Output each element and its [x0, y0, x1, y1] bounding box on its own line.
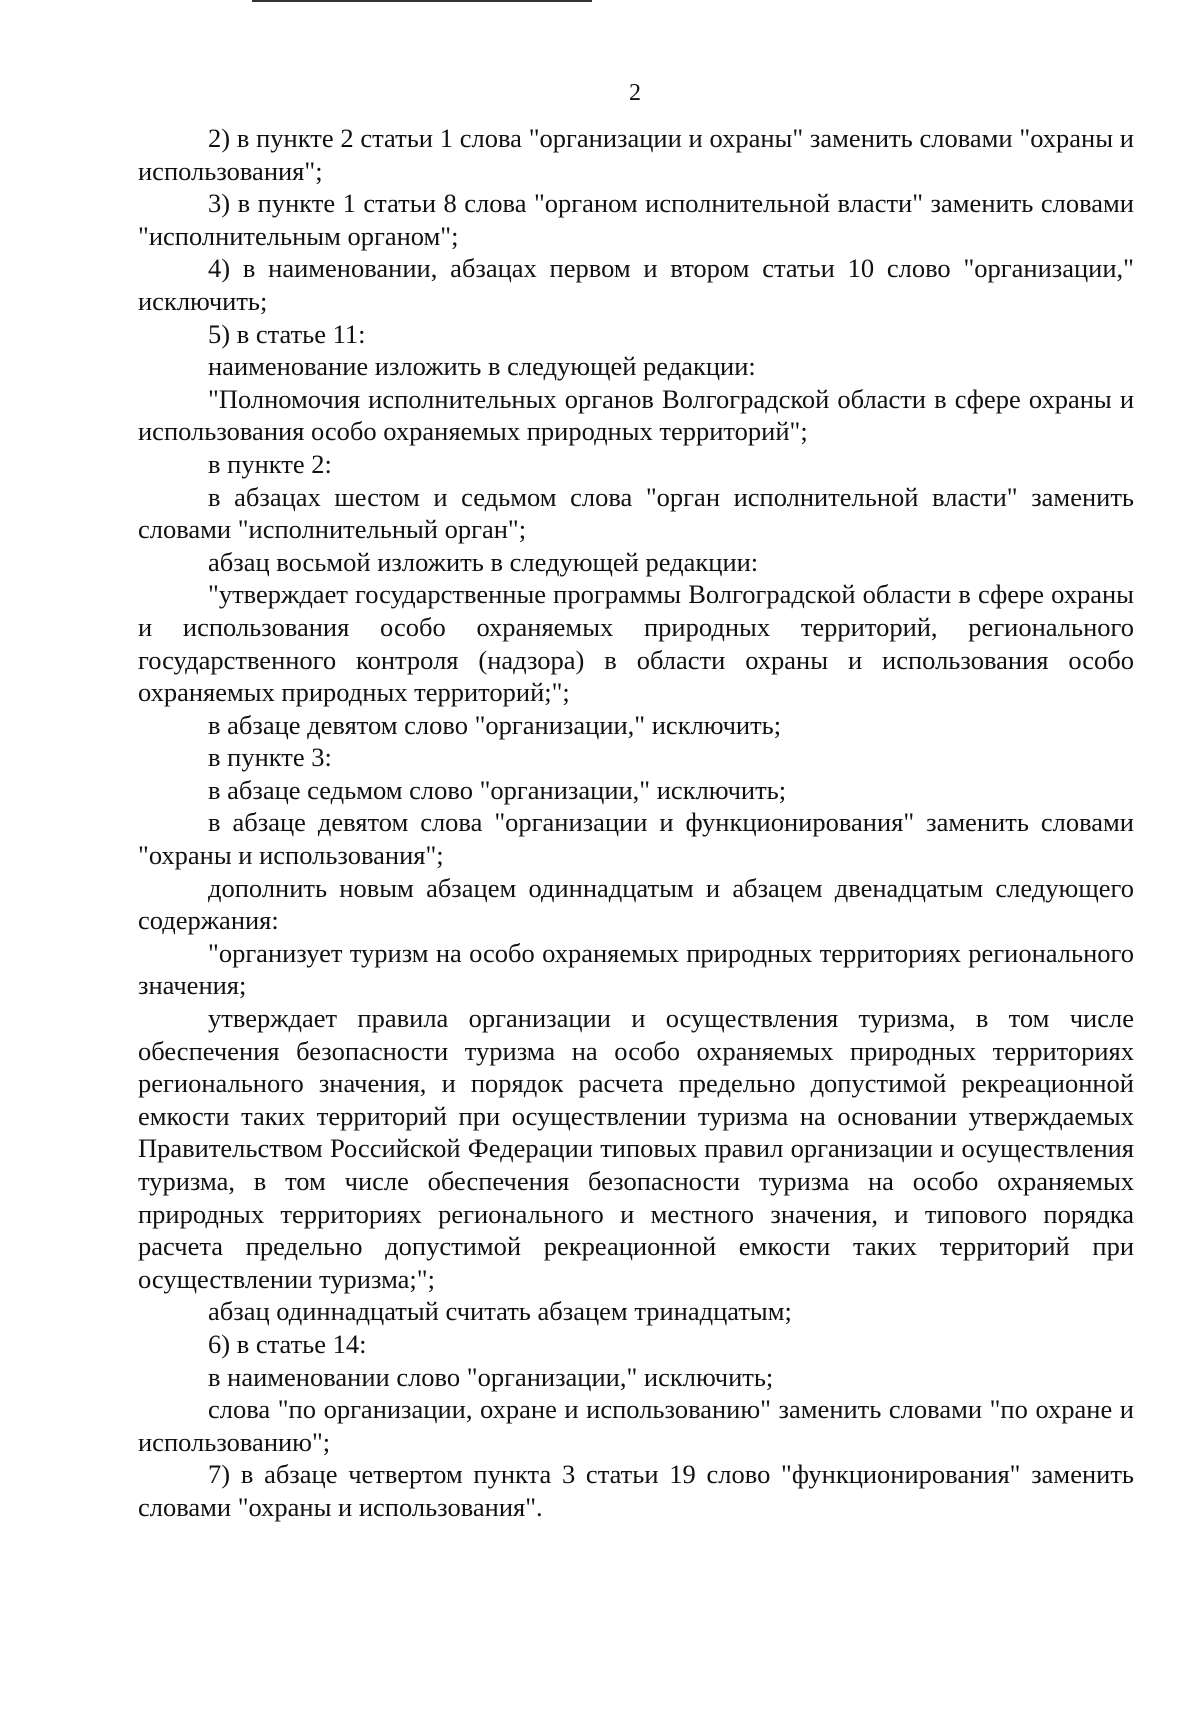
- paragraph-item-7: 7) в абзаце четвертом пункта 3 статьи 19 слово "функционирования" заменить словами "охраны и использования".: [138, 1459, 1134, 1522]
- paragraph-abzac-9: в абзаце девятом слово "организации," исключить;: [208, 709, 782, 740]
- paragraph-item-2: 2) в пункте 2 статьи 1 слова "организации и охраны" заменить словами "охраны и использования";: [138, 123, 1134, 186]
- paragraph-abzac-renumber: абзац одиннадцатый считать абзацем тринадцатым;: [208, 1296, 792, 1327]
- paragraph-item-4: 4) в наименовании, абзацах первом и втором статьи 10 слово "организации," исключить;: [138, 253, 1134, 316]
- paragraph-item-6: 6) в статье 14:: [208, 1328, 367, 1359]
- paragraph-item-3: 3) в пункте 1 статьи 8 слова "органом исполнительной власти" заменить словами "исполнительным органом";: [138, 188, 1134, 251]
- top-divider-line: [252, 0, 592, 2]
- paragraph-abzac-8-text: "утверждает государственные программы Волгоградской области в сфере охраны и использования особо охраняемых природных территорий, регионального государственного контроля (надзора) в области охраны и использования особо охраняемых природных территорий;";: [138, 579, 1134, 708]
- paragraph-new-abzac-12: утверждает правила организации и осуществления туризма, в том числе обеспечения безопасности туризма на особо охраняемых природных территориях регионального значения, и порядок расчета предельно допустимой рекреационной емкости таких территорий при осуществлении туризма на основании утверждаемых Правительством Российской Федерации типовых правил организации и осуществления туризма, в том числе обеспечения безопасности туризма на особо охраняемых природных территориях регионального и местного значения, и типового порядка расчета предельно допустимой рекреационной емкости таких территорий при осуществлении туризма;";: [138, 1003, 1134, 1294]
- paragraph-point-3: в пункте 3:: [208, 742, 332, 773]
- paragraph-article-14-words: слова "по организации, охране и использованию" заменить словами "по охране и использованию";: [138, 1394, 1134, 1457]
- paragraph-title-instruction: наименование изложить в следующей редакции:: [208, 351, 756, 382]
- paragraph-abzac-7: в абзаце седьмом слово "организации," исключить;: [208, 774, 787, 805]
- paragraph-article-14-title: в наименовании слово "организации," исключить;: [208, 1361, 774, 1392]
- document-body: [138, 122, 1134, 1524]
- paragraph-item-5: 5) в статье 11:: [208, 318, 366, 349]
- page-number: 2: [629, 80, 641, 106]
- paragraph-abzac-6-7: в абзацах шестом и седьмом слова "орган исполнительной власти" заменить словами "исполнительный орган";: [138, 481, 1134, 545]
- paragraph-point-2: в пункте 2:: [208, 448, 332, 479]
- paragraph-add-abzac: дополнить новым абзацем одиннадцатым и абзацем двенадцатым следующего содержания:: [138, 872, 1134, 936]
- paragraph-new-title: "Полномочия исполнительных органов Волгоградской области в сфере охраны и использования особо охраняемых природных территорий";: [138, 383, 1134, 447]
- paragraph-new-abzac-11: "организует туризм на особо охраняемых природных территориях регионального значения;: [138, 937, 1134, 1001]
- paragraph-abzac-9-point-3: в абзаце девятом слова "организации и функционирования" заменить словами "охраны и использования";: [138, 807, 1134, 871]
- paragraph-abzac-8-instruction: абзац восьмой изложить в следующей редакции:: [208, 546, 759, 577]
